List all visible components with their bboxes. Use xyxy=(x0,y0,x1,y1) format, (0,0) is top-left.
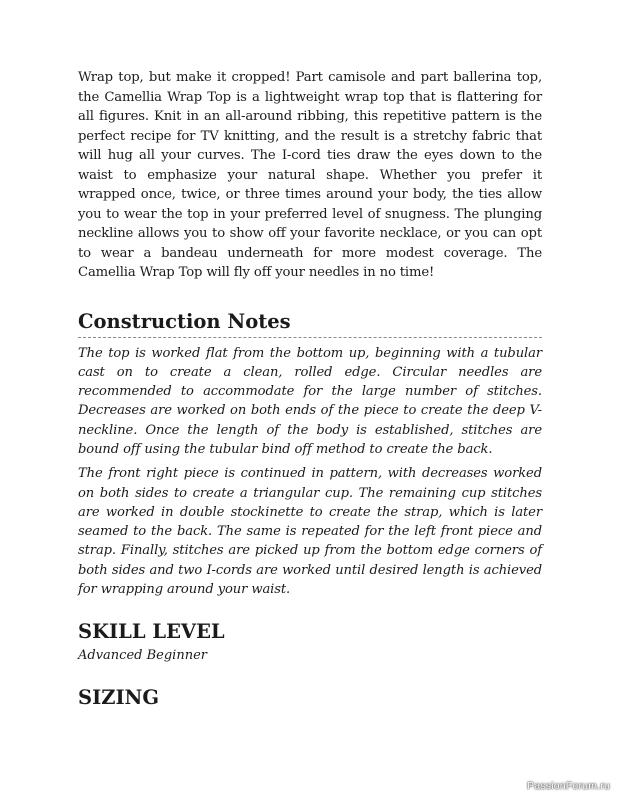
skill-level-value: Advanced Beginner xyxy=(78,648,207,664)
construction-notes-heading: Construction Notes xyxy=(78,311,542,338)
construction-paragraph: The top is worked flat from the bottom up, beginning with a tubular cast on to create a clean, rolled edge. Circular needles are recommended to accommodate for the large number of stitches. Decreases are worked on both ends of the piece to create the deep V-neckline. Once the length of the body is established, stitches are bound off using the tubular bind off method to create the back. xyxy=(78,345,542,457)
construction-notes xyxy=(78,344,542,600)
watermark: PassionForum.ru xyxy=(527,780,610,792)
skill-level-heading: SKILL LEVEL xyxy=(78,620,225,644)
construction-paragraph: The front right piece is continued in pattern, with decreases worked on both sides to create a triangular cup. The remaining cup stitches are worked in double stockinette to create the strap, which is later seamed to the back. The same is repeated for the left front piece and strap. Finally, stitches are picked up from the bottom edge corners of both sides and two I-cords are worked until desired length is achieved for wrapping around your waist. xyxy=(78,466,542,598)
intro-paragraph: Wrap top, but make it cropped! Part camisole and part ballerina top, the Camellia Wrap Top is a lightweight wrap top that is flattering for all figures. Knit in an all-around ribbing, this repetitive pattern is the perfect recipe for TV knitting, and the result is a stretchy fabric that will hug all your curves. The I-cord ties draw the eyes down to the waist to emphasize your natural shape. Whether you prefer it wrapped once, twice, or three times around your body, the ties allow you to wear the top in your preferred level of snugness. The plunging neckline allows you to show off your favorite necklace, or you can opt to wear a bandeau underneath for more modest coverage. The Camellia Wrap Top will fly off your needles in no time! xyxy=(78,70,542,280)
page-content xyxy=(78,68,542,709)
sizing-heading: SIZING xyxy=(78,686,160,710)
